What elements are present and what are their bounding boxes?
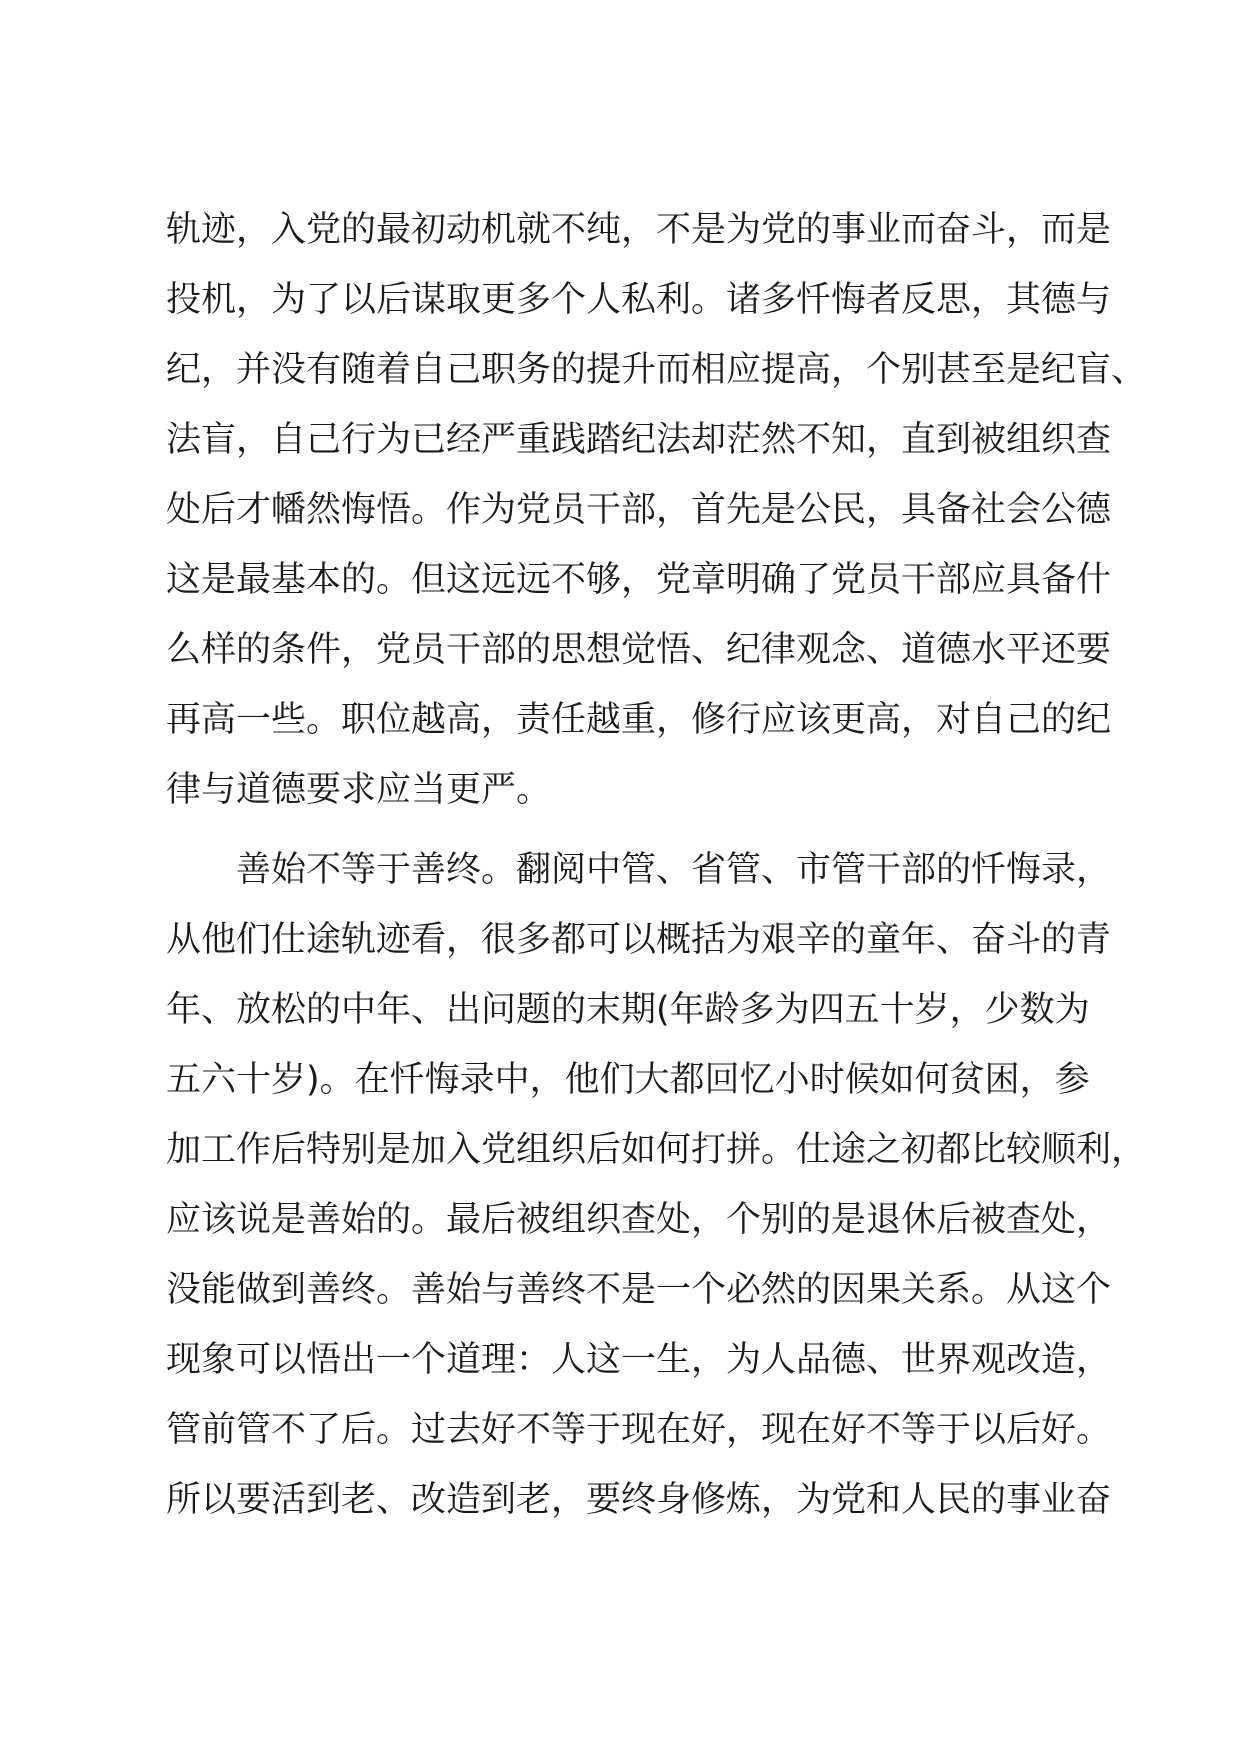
text-line: 律与道德要求应当更严。 bbox=[166, 770, 552, 810]
text-line: 管前管不了后。过去好不等于现在好，现在好不等于以后好。 bbox=[166, 1410, 1112, 1450]
paragraph-spacing bbox=[166, 825, 1106, 835]
text-line: 五六十岁)。在忏悔录中，他们大都回忆小时候如何贫困，参 bbox=[166, 1060, 1090, 1100]
text-line: 加工作后特别是加入党组织后如何打拼。仕途之初都比较顺利， bbox=[166, 1130, 1147, 1170]
text-line: 应该说是善始的。最后被组织查处，个别的是退休后被查处， bbox=[166, 1200, 1112, 1240]
text-line: 么样的条件，党员干部的思想觉悟、纪律观念、道德水平还要 bbox=[166, 630, 1112, 670]
text-line: 法盲，自己行为已经严重践踏纪法却茫然不知，直到被组织查 bbox=[166, 420, 1112, 460]
text-line: 纪，并没有随着自己职务的提升而相应提高，个别甚至是纪盲、 bbox=[166, 350, 1147, 390]
body-text bbox=[166, 195, 1147, 1535]
text-line: 投机，为了以后谋取更多个人私利。诸多忏悔者反思，其德与 bbox=[166, 280, 1112, 320]
text-line: 从他们仕途轨迹看，很多都可以概括为艰辛的童年、奋斗的青 bbox=[166, 920, 1112, 960]
text-line: 再高一些。职位越高，责任越重，修行应该更高，对自己的纪 bbox=[166, 700, 1112, 740]
text-line: 年、放松的中年、出问题的末期(年龄多为四五十岁，少数为 bbox=[166, 990, 1090, 1030]
text-line: 没能做到善终。善始与善终不是一个必然的因果关系。从这个 bbox=[166, 1270, 1112, 1310]
text-line: 善始不等于善终。翻阅中管、省管、市管干部的忏悔录， bbox=[236, 850, 1112, 890]
paragraph-1 bbox=[166, 195, 1147, 825]
text-line: 所以要活到老、改造到老，要终身修炼，为党和人民的事业奋 bbox=[166, 1480, 1112, 1520]
paragraph-2 bbox=[166, 835, 1147, 1535]
text-line: 这是最基本的。但这远远不够，党章明确了党员干部应具备什 bbox=[166, 560, 1112, 600]
text-line: 处后才幡然悔悟。作为党员干部，首先是公民，具备社会公德 bbox=[166, 490, 1112, 530]
text-line: 现象可以悟出一个道理：人这一生，为人品德、世界观改造， bbox=[166, 1340, 1112, 1380]
text-line: 轨迹，入党的最初动机就不纯，不是为党的事业而奋斗，而是 bbox=[166, 210, 1112, 250]
